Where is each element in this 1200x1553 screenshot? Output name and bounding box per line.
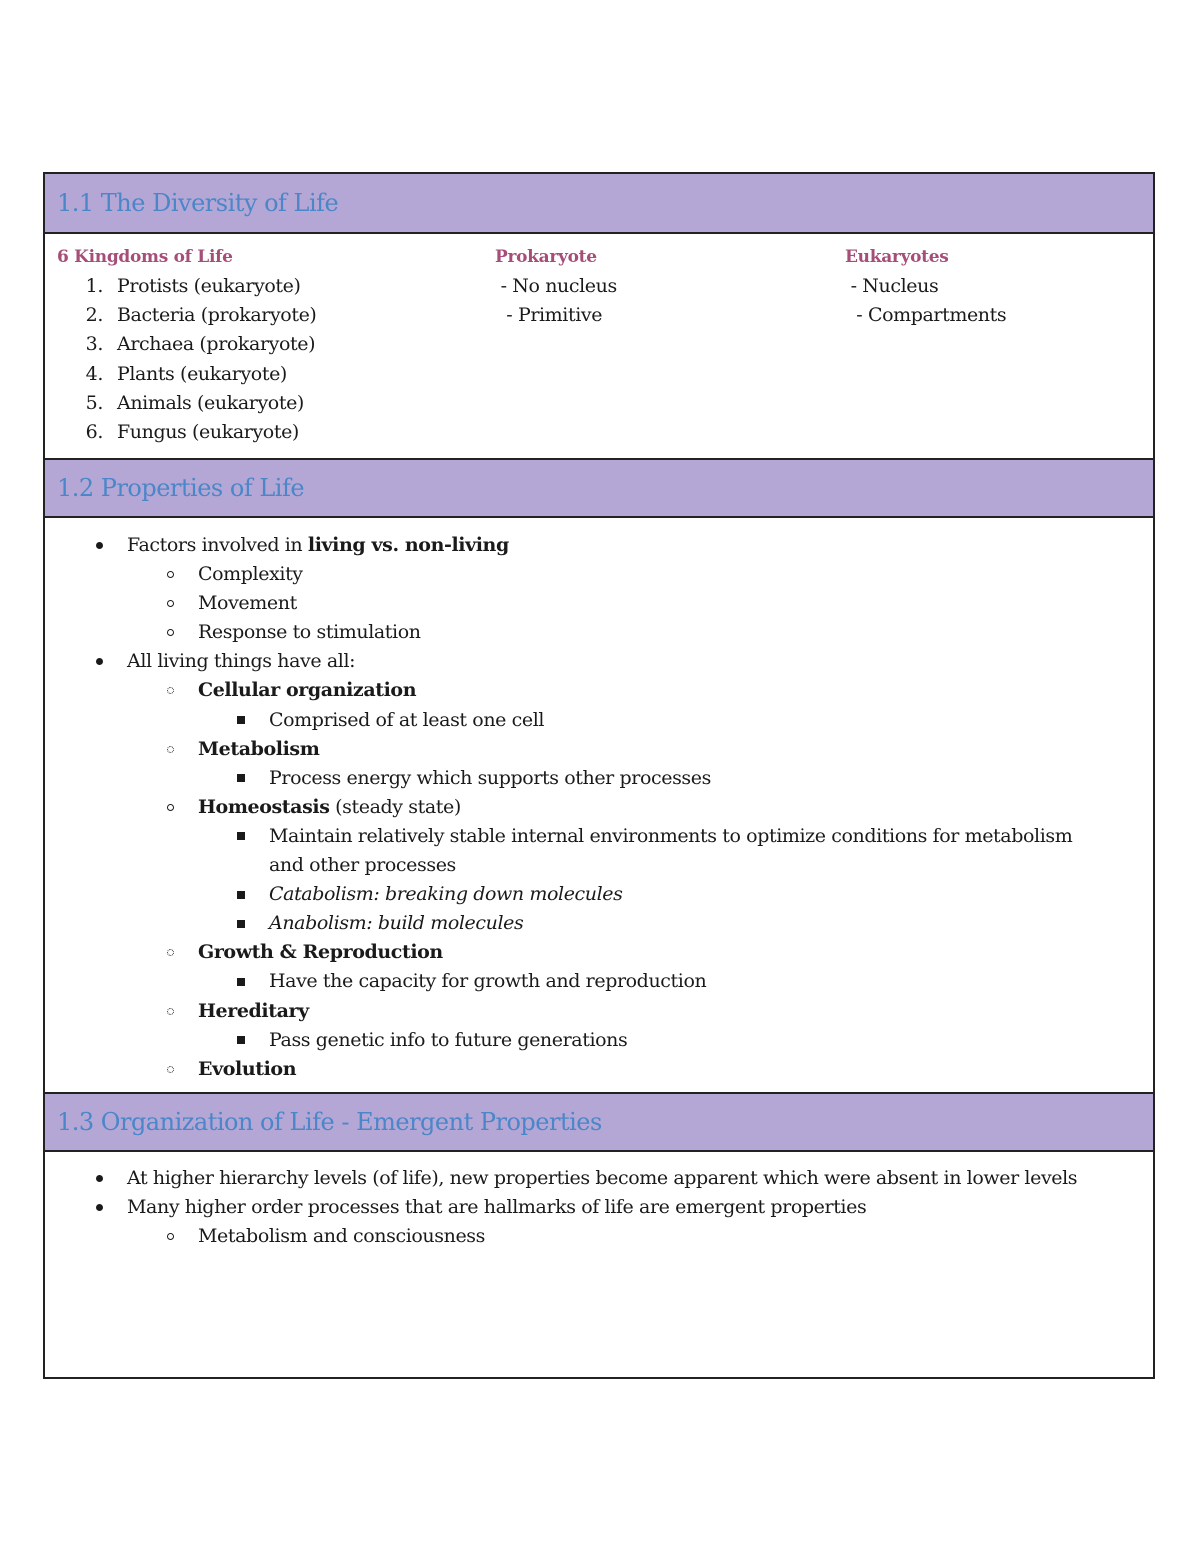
section-title: 1.1 The Diversity of Life	[57, 189, 339, 217]
list-item: Response to stimulation	[45, 618, 1153, 647]
list-item: Homeostasis (steady state)	[45, 793, 1153, 822]
bullet-circle-icon	[162, 1055, 178, 1084]
list-item: Evolution	[45, 1055, 1153, 1084]
bullet-square-icon	[233, 764, 249, 793]
list-text: Fungus (eukaryote)	[117, 421, 299, 444]
notes-table	[43, 172, 1155, 1379]
list-text: Archaea (prokaryote)	[117, 333, 316, 356]
list-number: 2.	[85, 304, 103, 327]
kingdoms-heading: 6 Kingdoms of Life	[57, 247, 233, 267]
bullet-circle-icon	[162, 676, 178, 705]
list-item: Catabolism: breaking down molecules	[45, 880, 1153, 909]
list-item: Comprised of at least one cell	[45, 706, 1153, 735]
list-text: Bacteria (prokaryote)	[117, 304, 317, 327]
bullet-square-icon	[233, 967, 249, 996]
list-item	[57, 360, 316, 389]
eukaryote-item: - Compartments	[845, 303, 1007, 326]
section-title: 1.2 Properties of Life	[57, 474, 305, 502]
list-item: Many higher order processes that are hallmarks of life are emergent properties	[45, 1193, 1153, 1222]
section-body-properties	[45, 518, 1153, 1092]
list-item: Metabolism and consciousness	[45, 1222, 1153, 1251]
bullet-circle-icon	[162, 560, 178, 589]
list-item	[57, 301, 316, 330]
prokaryote-column	[495, 246, 617, 329]
bullet-circle-icon	[162, 735, 178, 764]
list-text: Animals (eukaryote)	[117, 391, 304, 414]
prokaryote-heading: Prokaryote	[495, 247, 597, 267]
section-body-organization	[45, 1152, 1153, 1251]
list-item: Pass genetic info to future generations	[45, 1026, 1153, 1055]
list-text: Protists (eukaryote)	[117, 275, 301, 297]
list-item: Movement	[45, 589, 1153, 618]
bullet-square-icon	[233, 880, 249, 909]
prokaryote-item: - No nucleus	[495, 275, 617, 297]
bullet-circle-icon	[162, 997, 178, 1026]
list-item: Complexity	[45, 560, 1153, 589]
list-item: Have the capacity for growth and reproduction	[45, 967, 1153, 996]
list-item: Factors involved in living vs. non-living	[45, 531, 1153, 560]
bullet-circle-icon	[162, 618, 178, 647]
bullet-square-icon	[233, 1026, 249, 1055]
list-item: Hereditary	[45, 997, 1153, 1026]
section-body-diversity	[45, 234, 1153, 458]
list-item: Maintain relatively stable internal environments to optimize conditions for metabolism and other processes	[45, 822, 1153, 880]
list-number: 1.	[85, 275, 103, 297]
list-item: All living things have all:	[45, 647, 1153, 676]
list-item	[57, 389, 316, 418]
list-number: 3.	[85, 333, 103, 356]
eukaryote-heading: Eukaryotes	[845, 247, 949, 267]
list-number: 6.	[85, 421, 103, 444]
bullet-disc-icon	[91, 647, 107, 676]
list-number: 4.	[85, 362, 103, 385]
bullet-square-icon	[233, 909, 249, 938]
list-item: Metabolism	[45, 735, 1153, 764]
section-header-properties	[45, 458, 1153, 518]
bullet-square-icon	[233, 706, 249, 735]
bullet-circle-icon	[162, 589, 178, 618]
bullet-disc-icon	[91, 1193, 107, 1222]
list-item	[57, 418, 316, 447]
section-title: 1.3 Organization of Life - Emergent Properties	[57, 1108, 602, 1136]
bullet-square-icon	[233, 822, 249, 851]
section-header-diversity	[45, 174, 1153, 234]
eukaryote-item: - Nucleus	[845, 275, 939, 297]
kingdoms-column	[57, 246, 316, 447]
section-header-organization	[45, 1092, 1153, 1152]
bullet-circle-icon	[162, 1222, 178, 1251]
prokaryote-item: - Primitive	[495, 303, 603, 326]
list-item: Process energy which supports other processes	[45, 764, 1153, 793]
bullet-disc-icon	[91, 1164, 107, 1193]
list-item: At higher hierarchy levels (of life), new properties become apparent which were absent in lower levels	[45, 1164, 1153, 1193]
bullet-circle-icon	[162, 793, 178, 822]
list-item: Growth & Reproduction	[45, 938, 1153, 967]
list-item: Anabolism: build molecules	[45, 909, 1153, 938]
list-text: Plants (eukaryote)	[117, 362, 287, 385]
list-item	[57, 330, 316, 359]
list-number: 5.	[85, 391, 103, 414]
eukaryote-column	[845, 246, 1006, 329]
list-item	[57, 272, 316, 301]
bullet-circle-icon	[162, 938, 178, 967]
list-item: Cellular organization	[45, 676, 1153, 705]
bullet-disc-icon	[91, 531, 107, 560]
